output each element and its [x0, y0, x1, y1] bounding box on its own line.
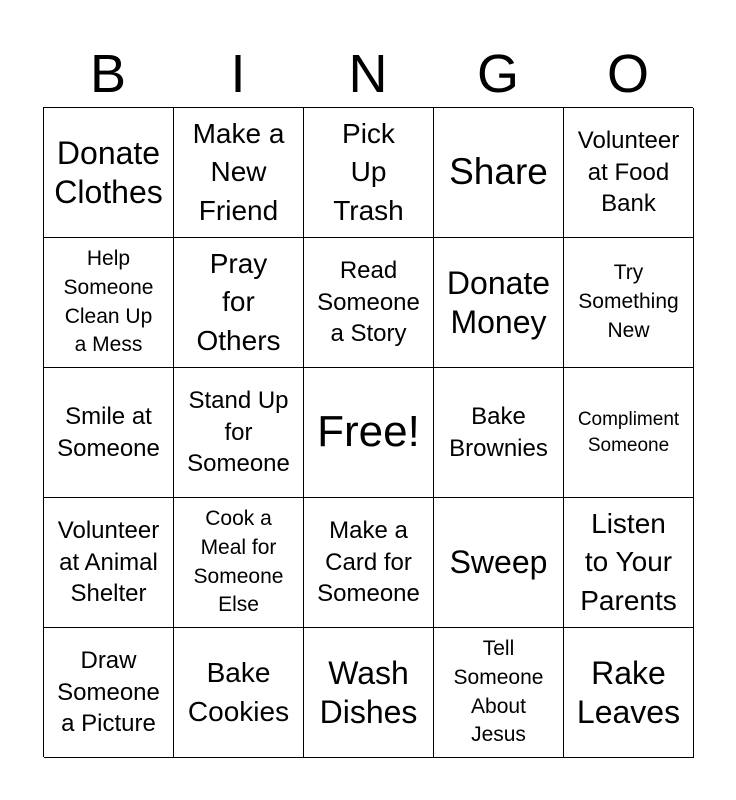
bingo-cell-text: Sweep [449, 544, 548, 581]
bingo-cell-text: Bake Cookies [187, 656, 290, 727]
bingo-cell-r5-c2[interactable] [174, 628, 304, 758]
bingo-cell-text: Listen to Your Parents [580, 507, 677, 616]
bingo-cell-r4-c5[interactable] [564, 498, 694, 628]
bingo-cell-text: Donate Clothes [54, 135, 163, 210]
bingo-cell-r5-c3[interactable] [304, 628, 434, 758]
bingo-cell-r2-c5[interactable] [564, 238, 694, 368]
bingo-cell-text: Cook a Meal for Someone Else [193, 506, 284, 617]
bingo-cell-r4-c4[interactable] [434, 498, 564, 628]
header-letter-n: N [348, 44, 388, 104]
bingo-cell-text: Wash Dishes [319, 655, 418, 730]
bingo-cell-text: Rake Leaves [576, 655, 681, 730]
header-letter-o: O [606, 44, 649, 104]
bingo-cell-r3-c2[interactable] [174, 368, 304, 498]
bingo-cell-r2-c1[interactable] [44, 238, 174, 368]
header-letter-b: B [89, 44, 127, 104]
bingo-cell-r1-c4[interactable] [434, 108, 564, 238]
bingo-cell-r3-c3-free[interactable] [304, 368, 434, 498]
bingo-cell-text: Stand Up for Someone [187, 386, 290, 478]
bingo-cell-text: Draw Someone a Picture [57, 646, 160, 738]
bingo-cell-text: Pick Up Trash [333, 117, 404, 226]
bingo-cell-r2-c4[interactable] [434, 238, 564, 368]
bingo-header [43, 44, 693, 104]
bingo-cell-text: Tell Someone About Jesus [453, 636, 544, 747]
bingo-cell-r1-c3[interactable] [304, 108, 434, 238]
bingo-board [43, 107, 693, 757]
bingo-cell-r4-c2[interactable] [174, 498, 304, 628]
bingo-cell-text: Volunteer at Animal Shelter [57, 516, 160, 608]
bingo-cell-r3-c1[interactable] [44, 368, 174, 498]
bingo-cell-text: Smile at Someone [57, 402, 160, 462]
bingo-cell-text: Read Someone a Story [317, 256, 420, 348]
bingo-cell-r3-c5[interactable] [564, 368, 694, 498]
bingo-cell-text: Pray for Others [196, 247, 281, 356]
bingo-cell-text: Try Something New [578, 261, 679, 342]
bingo-cell-r2-c2[interactable] [174, 238, 304, 368]
header-letter-i: I [230, 44, 246, 104]
header-letter-g: G [476, 44, 519, 104]
bingo-cell-r1-c1[interactable] [44, 108, 174, 238]
bingo-cell-r2-c3[interactable] [304, 238, 434, 368]
bingo-cell-text: Help Someone Clean Up a Mess [63, 246, 154, 357]
bingo-cell-r4-c1[interactable] [44, 498, 174, 628]
bingo-cell-text: Share [449, 151, 548, 193]
bingo-cell-r1-c2[interactable] [174, 108, 304, 238]
bingo-cell-text: Compliment Someone [577, 409, 680, 456]
bingo-cell-r4-c3[interactable] [304, 498, 434, 628]
bingo-cell-text: Donate Money [446, 265, 551, 340]
bingo-cell-r3-c4[interactable] [434, 368, 564, 498]
free-space-text: Free! [317, 407, 420, 457]
bingo-cell-text: Volunteer at Food Bank [577, 126, 680, 218]
bingo-cell-r1-c5[interactable] [564, 108, 694, 238]
bingo-cell-r5-c1[interactable] [44, 628, 174, 758]
bingo-cell-r5-c5[interactable] [564, 628, 694, 758]
bingo-cell-text: Make a Card for Someone [317, 516, 420, 608]
bingo-cell-r5-c4[interactable] [434, 628, 564, 758]
bingo-cell-text: Make a New Friend [192, 117, 285, 226]
bingo-cell-text: Bake Brownies [449, 402, 548, 462]
